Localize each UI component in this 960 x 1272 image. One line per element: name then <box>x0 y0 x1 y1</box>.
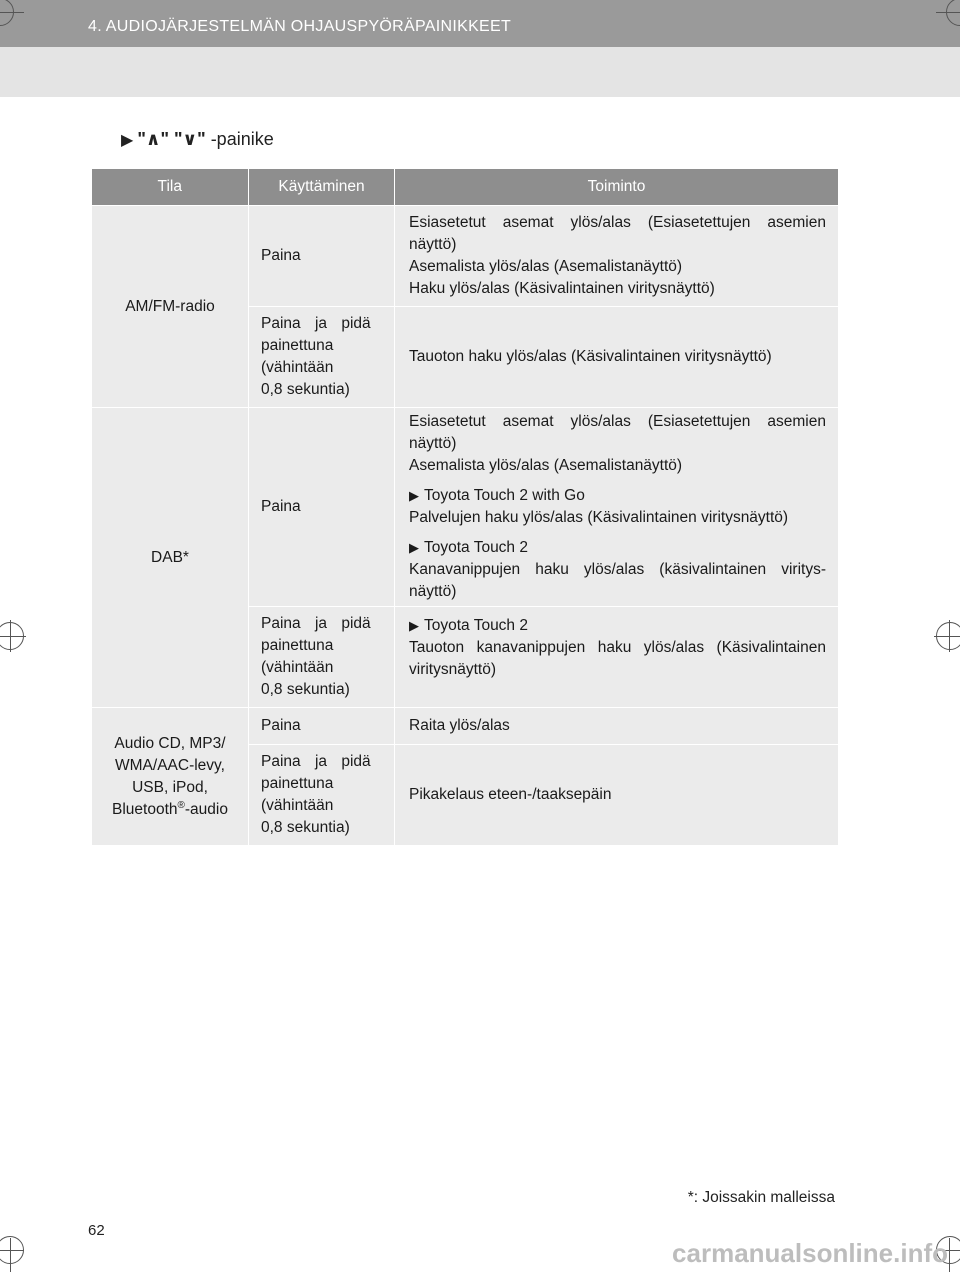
table-row <box>92 206 839 307</box>
column-header-kayttaminen: Käyttäminen <box>249 169 395 206</box>
triangle-bullet-icon: ▶ <box>121 132 134 149</box>
mode-line <box>92 799 248 821</box>
hold-line: (vähintään <box>261 359 334 376</box>
hold-line: Paina ja pidä <box>261 753 371 770</box>
function-cell <box>395 206 839 307</box>
function-line: Esiasetetut asemat ylös/alas (Esiasetettujen asemien näyttö) <box>409 214 826 253</box>
triangle-bullet-icon: ▶ <box>409 488 419 503</box>
hold-line: painettuna <box>261 637 334 654</box>
mode-line: WMA/AAC-levy, <box>115 756 225 774</box>
sub-heading-text: Toyota Touch 2 <box>424 539 528 556</box>
page-number: 62 <box>88 1222 105 1239</box>
operation-cell-hold <box>249 745 395 846</box>
sub-heading <box>409 537 826 559</box>
hold-line: 0,8 sekuntia) <box>261 819 350 836</box>
function-line: Asemalista ylös/alas (Asemalistanäyttö) <box>409 457 683 474</box>
sub-heading <box>409 485 826 507</box>
function-cell: Pikakelaus eteen-/taaksepäin <box>395 745 839 846</box>
hold-line: painettuna <box>261 775 334 792</box>
footnote: *: Joissakin malleissa <box>687 1189 835 1206</box>
hold-line: (vähintään <box>261 797 334 814</box>
section-heading <box>121 129 274 150</box>
function-line: Tauoton kanavanippujen haku ylös/alas (Käsivalintainen viritysnäyttö) <box>409 639 826 678</box>
chapter-header-bar <box>0 0 960 47</box>
hold-line: (vähintään <box>261 659 334 676</box>
mode-cell-am-fm: AM/FM-radio <box>92 206 249 408</box>
function-line: Haku ylös/alas (Käsivalintainen viritysnäyttö) <box>409 280 715 297</box>
hold-line: Paina ja pidä <box>261 615 371 632</box>
header-band <box>0 47 960 97</box>
mode-suffix: -audio <box>184 800 228 818</box>
column-header-toiminto: Toiminto <box>395 169 839 206</box>
mode-bluetooth-text: Bluetooth <box>112 800 178 818</box>
function-table <box>91 169 838 845</box>
function-line: Asemalista ylös/alas (Asemalistanäyttö) <box>409 258 683 275</box>
triangle-bullet-icon: ▶ <box>409 540 419 555</box>
triangle-bullet-icon: ▶ <box>409 618 419 633</box>
table-header-row <box>92 169 839 206</box>
table-row <box>92 708 839 745</box>
chapter-title: 4. AUDIOJÄRJESTELMÄN OHJAUSPYÖRÄPAINIKKEET <box>88 18 512 35</box>
mode-cell-dab: DAB* <box>92 408 249 708</box>
mode-line: Audio CD, MP3/ <box>114 734 226 752</box>
mode-cell-audio <box>92 708 249 846</box>
table-row <box>92 408 839 607</box>
sub-heading-text: Toyota Touch 2 with Go <box>424 487 585 504</box>
operation-cell: Paina <box>249 206 395 307</box>
hold-line: 0,8 sekuntia) <box>261 681 350 698</box>
function-cell: Tauoton haku ylös/alas (Käsivalintainen viritysnäyttö) <box>395 307 839 408</box>
function-cell <box>395 408 839 607</box>
operation-cell: Paina <box>249 408 395 607</box>
mode-line: USB, iPod, <box>132 778 208 796</box>
function-line: Palvelujen haku ylös/alas (Käsivalintainen viritysnäyttö) <box>409 509 789 526</box>
button-symbols: "∧" "∨" <box>137 129 206 149</box>
function-line: Kanavanippujen haku ylös/alas (käsivalintainen viritys- näyttö) <box>409 561 826 600</box>
hold-line: Paina ja pidä <box>261 315 371 332</box>
sub-heading <box>409 615 826 637</box>
watermark: carmanualsonline.info <box>672 1238 948 1268</box>
sub-heading-text: Toyota Touch 2 <box>424 617 528 634</box>
function-line: Esiasetetut asemat ylös/alas (Esiasetettujen asemien näyttö) <box>409 413 826 452</box>
operation-cell-hold <box>249 607 395 708</box>
operation-cell-hold <box>249 307 395 408</box>
function-cell <box>395 607 839 708</box>
registered-mark: ® <box>177 799 185 811</box>
hold-line: 0,8 sekuntia) <box>261 381 350 398</box>
hold-line: painettuna <box>261 337 334 354</box>
function-cell: Raita ylös/alas <box>395 708 839 745</box>
column-header-tila: Tila <box>92 169 249 206</box>
operation-cell: Paina <box>249 708 395 745</box>
section-heading-suffix: -painike <box>205 129 274 149</box>
